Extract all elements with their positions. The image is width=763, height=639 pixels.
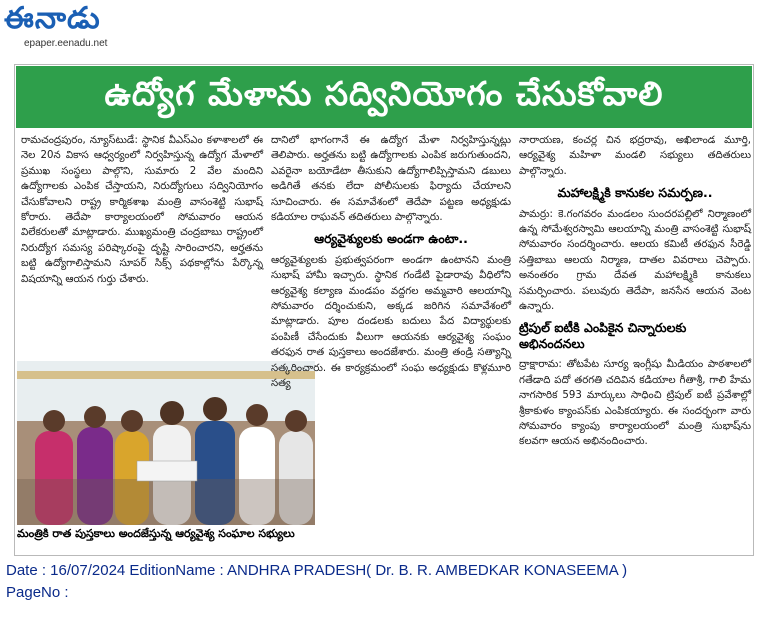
article-column-2 [271, 133, 511, 392]
article-column-3 [519, 133, 751, 450]
eenadu-logo[interactable] [4, 2, 134, 50]
article-column-1 [21, 133, 263, 287]
article-headline: ఉద్యోగ మేళాను సద్వినియోగం చేసుకోవాలి [16, 66, 752, 128]
column-2-text: దానిలో భాగంగానే ఈ ఉద్యోగ మేళా నిర్వహిస్తున్నట్లు తెలిపారు. అర్హతను బట్టి ఉద్యోగాలకు ఎంపిక జరుగుతుందని, ఎవరైనా బయోడేటా తీసుకుని ఉద్యోగాలిప్పిస్తామని డబులు అడిగితే తనకు లేదా పోలీసులకు ఫిర్యాదు చేయాలని సూచించారు. ఈ సమావేశంలో తెదేపా పట్టణ అధ్యక్షుడు కడియాల రాఘవన్ తదితరులు పాల్గొన్నారు. [271, 135, 511, 224]
column-3-text-c: ద్రాక్షారామ: తోటపేట సూర్య ఇంగ్లీషు మీడియం పాఠశాలలో గతేడాది పదో తరగతి చదివిన కడియాల గీతాశ్రీ, గాలి హేమ నాగసారిక 593 మార్కులు సాధించి ట్రిపుల్ ఐటీ ప్రవేశాల్లో శ్రీకాకుళం క్యాంపస్‌కు ఎంపికయ్యారు. ఈ సందర్భంగా వారు సోమవారం క్యాంపు కార్యాలయంలో మంత్రి సుభాష్‌ను కలవగా ఆయన అభినందించారు. [519, 359, 751, 448]
subheading-triple-it: ట్రిపుల్ ఐటీకి ఎంపికైన చిన్నారులకు అభినందనలు [519, 320, 687, 351]
column-3-text: నారాయణ, కంచర్ల చిన భద్రరావు, అఖిలాండ మూర్తి, ఆర్యవైశ్య మహిళా మండలి సభ్యులు తదితరులు పాల్గొన్నారు. [519, 135, 751, 177]
subheading-arya-vaishya: ఆర్యవైశ్యులకు అండగా ఉంటా.. [314, 231, 468, 247]
epaper-url[interactable]: epaper.eenadu.net [24, 38, 108, 49]
logo-text: ఈనాడు [4, 1, 101, 36]
news-clipping [14, 64, 754, 556]
edition-date-line: Date : 16/07/2024 EditionName : ANDHRA PRADESH( Dr. B. R. AMBEDKAR KONASEEMA ) [6, 562, 628, 579]
photo-caption: మంత్రికి రాత పుస్తకాలు అందజేస్తున్న ఆర్యవైశ్య సంఘాల సభ్యులు [17, 527, 295, 540]
page-number-line: PageNo : [6, 584, 69, 601]
column-2-text-b: ఆర్యవైశ్యులకు ప్రభుత్వపరంగా అండగా ఉంటానని మంత్రి సుభాష్ హామీ ఇచ్చారు. స్థానిక గండేటి పైడారావు వీధిలోని ఆర్యవైశ్య కల్యాణ మండపం వద్దగల అమ్మవారి ఆలయాన్ని సోమవారం దర్శించుకుని, అక్కడ జరిగిన సమావేశంలో మాట్లాడారు. పూల దండలకు బదులు పేద విద్యార్థులకు పంపిణీ చేసేందుకు వీలుగా ఆయనకు ఆర్యవైశ్య సంఘం తరఫున రాత పుస్తకాలు అందజేశారు. మంత్రి తండ్రి సత్యాన్ని సత్కరించారు. ఈ కార్యక్రమంలో సంఘ అధ్యక్షుడు కొళ్లమూరి సత్య [271, 254, 511, 390]
column-1-text: రామచంద్రపురం, న్యూస్‌టుడే: స్థానిక వీఎస్ఎం కళాశాలలో ఈ నెల 20న వికాస ఆధ్వర్యంలో నిర్వహిస్తున్న ఉద్యోగ మేళాలో ప్రముఖ సంస్థలు పాల్గొని, సుమారు 2 వేల మందిని ఉద్యోగాలకు ఎంపిక చేస్తాయని, నిరుద్యోగులు సద్వినియోగం చేసుకోవాలని రాష్ట్ర కార్మికశాఖ మంత్రి వాసంశెట్టి సుభాష్ కోరారు. తెదేపా కార్యాలయంలో సోమవారం ఆయన విలేకరులతో మాట్లాడారు. ముఖ్యమంత్రి చంద్రబాబు రాష్ట్రంలో నిరుద్యోగ సమస్య పరిష్కారంపై దృష్టి సారించారని, అర్హతను బట్టి ఉద్యోగాలిస్తామని సూపర్ సిక్స్ పథకాల్లోను పేర్కొన్న విషయాన్ని ఆయన గుర్తు చేశారు. [21, 135, 263, 285]
column-3-text-b: పామర్రు: కె.గంగవరం మండలం సుందరపల్లిలో నిర్మాణంలో ఉన్న సోమేశ్వరస్వామి ఆలయాన్ని మంత్రి వాసంశెట్టి సుభాష్ సోమవారం సందర్శించారు. ఆలయ కమిటీ తరఫున సీరెడ్డి సత్తిబాబు ఆలయ నిర్మాణ, దాతల వివరాలు చెప్పారు. అనంతరం గ్రామ దేవత మహాలక్ష్మికి కానుకలు సమర్పించారు. పలువురు తెదేపా, జనసేన ఆయన వెంట ఉన్నారు. [519, 208, 751, 313]
subheading-mahalakshmi: మహాలక్ష్మికి కానుకల సమర్పణ.. [557, 185, 713, 201]
